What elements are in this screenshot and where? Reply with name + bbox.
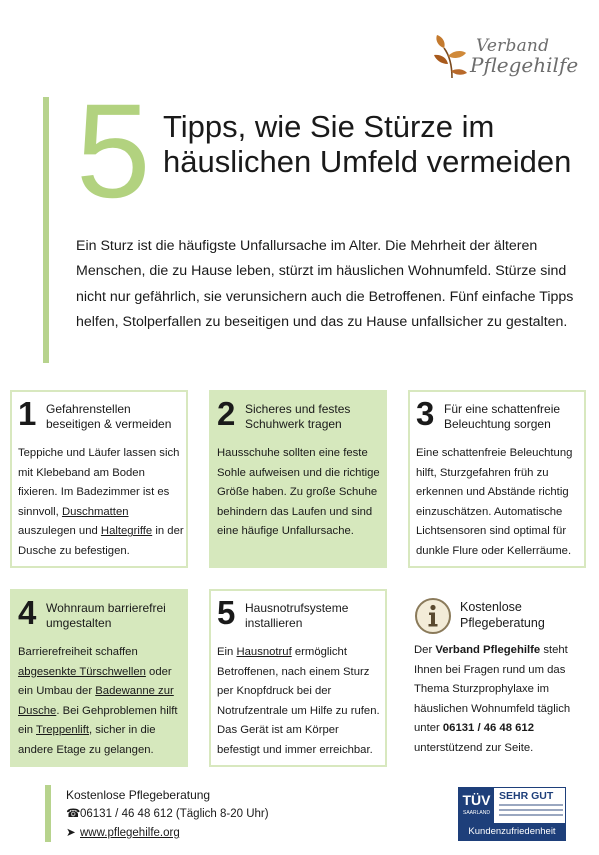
footer-title: Kostenlose Pflegeberatung: [66, 788, 211, 802]
phone-icon: ☎: [66, 808, 81, 820]
brand-name: Verband Pflegehilfe: [435, 644, 541, 656]
footer-phone[interactable]: [66, 806, 269, 820]
logo-line-1: Verband: [476, 36, 550, 56]
arrow-icon: ➤: [66, 827, 76, 839]
tip-number: 4: [18, 594, 37, 631]
footer-website[interactable]: [66, 825, 180, 839]
tip-card-3: [408, 390, 586, 568]
link-badewanne-zur-dusche[interactable]: Badewanne zur Dusche: [18, 685, 174, 717]
tuv-logo: TÜV SAARLAND: [459, 788, 494, 824]
tip-card-5: [209, 589, 387, 767]
footer-phone-text: 06131 / 46 48 612 (Täglich 8-20 Uhr): [80, 808, 269, 820]
link-abgesenkte-tuerschwellen[interactable]: abgesenkte Türschwellen: [18, 665, 146, 678]
verband-pflegehilfe-logo: [432, 32, 582, 84]
tip-body: Hausschuhe sollten eine feste Sohle aufweisen und die richtige Größe haben. Zu große Schuhe behindern das Laufen und sind eine häufige Unfallursache.: [217, 447, 380, 538]
page-title: Tipps, wie Sie Stürze im häuslichen Umfeld vermeiden: [163, 109, 572, 179]
link-hausnotruf[interactable]: Hausnotruf: [236, 646, 292, 658]
tip-card-4: [10, 589, 188, 767]
logo-line-2: Pflegehilfe: [470, 53, 579, 77]
website-link[interactable]: www.pflegehilfe.org: [80, 827, 180, 839]
header-accent-bar: [43, 97, 49, 363]
info-phone[interactable]: 06131 / 46 48 612: [442, 722, 534, 735]
tip-card-1: [10, 390, 188, 568]
tip-body: Ein Hausnotruf ermöglicht Betroffenen, nach einem Sturz per Knopfdruck bei der Notrufzentrale um Hilfe zu rufen. Das Gerät ist am Körper befestigt und immer erreichbar.: [217, 646, 380, 756]
link-haltegriffe[interactable]: Haltegriffe: [100, 525, 153, 538]
tip-body: Teppiche und Läufer lassen sich mit Klebeband am Boden fixieren. Im Badezimmer ist es sinnvoll, Duschmatten auszulegen und Haltegriffe in der Dusche zu befestigen.: [18, 447, 184, 557]
link-duschmatten[interactable]: Duschmatten: [61, 505, 129, 518]
tip-heading: Hausnotrufsysteme installieren: [245, 601, 349, 630]
tip-heading: Gefahrenstellen beseitigen & vermeiden: [46, 402, 172, 431]
tip-heading: Für eine schattenfreie Beleuchtung sorgen: [444, 402, 561, 431]
tip-heading: Sicheres und festes Schuhwerk tragen: [245, 402, 351, 431]
tip-card-2: [209, 390, 387, 568]
info-body: Der Verband Pflegehilfe steht Ihnen bei Fragen rund um das Thema Sturzprophylaxe im häuslichen Wohnumfeld täglich unter 06131 / 46 48 612 unterstützend zur Seite.: [414, 644, 571, 754]
tip-number: 3: [416, 395, 435, 432]
tip-number: 5: [217, 594, 236, 631]
leaf-logo-icon: [432, 34, 472, 80]
info-heading: Kostenlose Pflegeberatung: [460, 600, 545, 630]
intro-paragraph: Ein Sturz ist die häufigste Unfallursache im Alter. Die Mehrheit der älteren Menschen, die zu Hause leben, stürzt im häuslichen Wohnumfeld. Stürze sind nicht nur gefährlich, sie verunsichern auch die Betroffenen. Fünf einfache Tipps helfen, Stolperfallen zu beseitigen und das zu Hause unfallsicher zu gestalten.: [76, 238, 574, 330]
tip-body: Barrierefreiheit schaffen abgesenkte Türschwellen oder ein Umbau der Badewanne zur Dusche. Bei Gehproblemen hilft ein Treppenlift, sicher in die andere Etage zu gelangen.: [18, 646, 178, 756]
tip-body: Eine schattenfreie Beleuchtung hilft, Sturzgefahren früh zu erkennen und Abstände richtig einzuschätzen. Automatische Lichtsensoren sind optimal für dunkle Flure oder Kellerräume.: [416, 447, 573, 557]
tip-number: 1: [18, 395, 37, 432]
tuv-rating-badge: [458, 787, 566, 841]
consultation-info-block: [408, 589, 588, 767]
link-treppenlift[interactable]: Treppenlift: [36, 724, 89, 737]
info-icon: [414, 597, 452, 635]
tip-number: 2: [217, 395, 236, 432]
big-number: 5: [76, 77, 151, 226]
badge-caption: Kundenzufriedenheit: [459, 823, 565, 840]
footer-accent-bar: [45, 785, 51, 842]
badge-fine-print: [499, 804, 563, 822]
tip-heading: Wohnraum barrierefrei umgestalten: [46, 601, 166, 630]
rating-text: SEHR GUT: [499, 790, 554, 802]
